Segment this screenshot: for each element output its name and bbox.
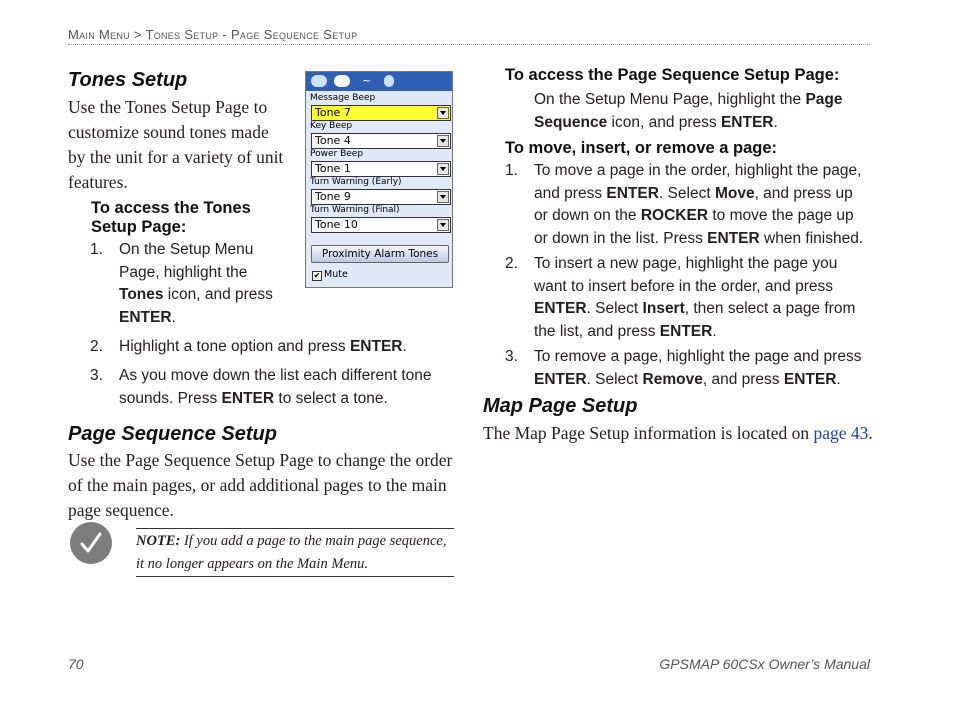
text-part: . Select (658, 184, 715, 202)
location-tab-icon (384, 75, 394, 87)
select-value: Tone 4 (315, 134, 351, 147)
turn-warning-early-label: Turn Warning (Early) (310, 177, 402, 187)
step-number: 2. (505, 255, 518, 272)
text-part: . Select (586, 370, 643, 388)
note-line: it no longer appears on the Main Menu. (136, 556, 368, 572)
device-tab-bar (306, 72, 452, 91)
text-part: . (712, 322, 717, 340)
enter-key: ENTER (119, 308, 172, 326)
tones-setup-screen (305, 71, 453, 288)
proximity-alarm-tones-button[interactable]: Proximity Alarm Tones (311, 245, 449, 263)
turn-warning-final-label: Turn Warning (Final) (310, 205, 400, 215)
tones-intro-line: Use the Tones Setup Page to (68, 97, 268, 117)
move-insert-remove-heading: To move, insert, or remove a page: (505, 139, 778, 157)
enter-key: ENTER (783, 370, 837, 388)
step-number: 3. (90, 367, 103, 384)
step-number: 1. (90, 241, 103, 258)
step-line: On the Setup Menu (119, 241, 254, 258)
step-text-part: . (402, 338, 407, 355)
step-line (534, 298, 855, 321)
power-beep-label: Power Beep (310, 149, 364, 159)
step-line (119, 388, 431, 411)
text-part: . (836, 370, 841, 388)
text-part: , then select a page from (684, 300, 856, 318)
step-text-part: to select a tone. (274, 389, 388, 407)
turn-warning-final-select[interactable] (311, 217, 451, 233)
note-label: NOTE: (136, 533, 181, 549)
enter-key: ENTER (720, 113, 774, 131)
power-beep-select[interactable] (311, 161, 451, 177)
select-value: Tone 7 (315, 106, 351, 119)
step-text (534, 346, 861, 391)
text-part: when finished. (759, 229, 864, 247)
step-line: To insert a new page, highlight the page you (534, 255, 838, 272)
note-line (136, 530, 446, 553)
text-part: , and press up (754, 184, 853, 202)
page-sequence-access-text (534, 89, 874, 134)
tones-access-heading (91, 199, 251, 237)
tones-term: Tones (119, 286, 164, 304)
text-part: . (868, 423, 873, 443)
step-line: want to insert before in the order, and press (534, 277, 833, 295)
note-text (136, 530, 446, 576)
move-term: Move (714, 184, 755, 202)
manual-title: GPSMAP 60CSx Owner’s Manual (659, 656, 870, 672)
step-line (534, 228, 863, 251)
step-line (534, 369, 861, 392)
step-text (534, 253, 855, 343)
select-value: Tone 1 (315, 162, 351, 175)
step-line (534, 183, 863, 206)
step-text-part: Highlight a tone option and press (119, 338, 350, 355)
step-line: As you move down the list each different tone (119, 367, 432, 384)
step-line (534, 321, 855, 344)
tones-intro-line: customize sound tones made (68, 122, 269, 142)
chevron-down-icon (437, 191, 449, 203)
intro-line: Use the Page Sequence Setup Page to change the order (68, 450, 453, 470)
note-text-part: If you add a page to the main page sequence, (180, 533, 447, 549)
checkmark-icon: ✔ (313, 271, 321, 280)
mute-checkbox[interactable] (312, 269, 348, 281)
breadcrumb: Main Menu > Tones Setup - Page Sequence Setup (68, 27, 358, 42)
page-43-link[interactable]: page 43 (813, 423, 869, 443)
tones-intro (68, 95, 298, 195)
mute-label: Mute (324, 269, 348, 280)
intro-line: page sequence. (68, 500, 174, 520)
enter-key: ENTER (534, 370, 587, 388)
enter-key: ENTER (659, 322, 713, 340)
step-line (119, 284, 273, 307)
insert-term: Insert (642, 300, 685, 318)
note-checkmark-icon (70, 522, 112, 564)
enter-key: ENTER (349, 338, 403, 355)
tones-tab-icon (334, 75, 350, 87)
step-line: To remove a page, highlight the page and press (534, 348, 862, 365)
chevron-down-icon (437, 219, 449, 231)
text-part: The Map Page Setup information is located on (483, 423, 814, 443)
message-beep-select[interactable] (311, 105, 451, 121)
page-sequence-access-heading: To access the Page Sequence Setup Page: (505, 66, 840, 84)
text-part: or down on the (534, 207, 641, 225)
step-text-part: . (171, 308, 176, 326)
map-page-setup-text (483, 421, 883, 446)
step-line (119, 307, 273, 330)
chevron-down-icon (437, 163, 449, 175)
text-part: or down in the list. Press (534, 229, 708, 247)
chevron-down-icon (437, 107, 449, 119)
map-page-setup-heading: Map Page Setup (483, 395, 638, 417)
text-part: the list, and press (534, 322, 660, 340)
setup-tab-icon (311, 75, 327, 87)
text-part: . Select (586, 300, 643, 318)
text-line (534, 89, 874, 112)
enter-key: ENTER (606, 184, 659, 202)
tones-intro-line: by the unit for a variety of unit (68, 147, 284, 167)
remove-term: Remove (642, 370, 703, 388)
header-divider (68, 44, 870, 45)
tones-intro-line: features. (68, 172, 128, 192)
step-text (534, 160, 863, 250)
step-text-part: sounds. Press (119, 389, 222, 407)
enter-key: ENTER (221, 389, 275, 407)
turn-warning-early-select[interactable] (311, 189, 451, 205)
text-part: to move the page up (708, 207, 854, 225)
sequence-term: Sequence (534, 113, 608, 131)
heading-line: Setup Page: (91, 218, 187, 236)
step-text (119, 239, 273, 329)
enter-key: ENTER (707, 229, 760, 247)
message-beep-label: Message Beep (310, 93, 376, 103)
sound-wave-icon: ~ (362, 74, 372, 87)
step-text (119, 365, 431, 410)
step-number: 3. (505, 348, 518, 365)
step-number: 2. (90, 338, 103, 355)
text-line (534, 112, 874, 135)
heading-line: To access the Tones (91, 199, 251, 217)
select-value: Tone 9 (315, 190, 351, 203)
key-beep-label: Key Beep (310, 121, 353, 131)
step-text (119, 336, 407, 359)
step-line: To move a page in the order, highlight the page, (534, 162, 862, 179)
step-line (534, 205, 863, 228)
enter-key: ENTER (534, 300, 587, 318)
key-beep-select[interactable] (311, 133, 451, 149)
step-number: 1. (505, 162, 518, 179)
page-sequence-heading: Page Sequence Setup (68, 423, 277, 445)
note-box (136, 528, 454, 577)
text-part: icon, and press (607, 113, 721, 131)
text-part: and press (534, 184, 607, 202)
text-part: , and press (702, 370, 784, 388)
select-value: Tone 10 (315, 218, 358, 231)
text-part: On the Setup Menu Page, highlight the (534, 91, 806, 108)
step-text-part: icon, and press (163, 286, 273, 304)
text-part: . (773, 113, 778, 131)
rocker-term: ROCKER (640, 207, 709, 225)
chevron-down-icon (437, 135, 449, 147)
intro-line: of the main pages, or add additional pages to the main (68, 475, 447, 495)
tones-setup-heading: Tones Setup (68, 69, 188, 91)
page-term: Page (805, 91, 843, 108)
page-number: 70 (68, 656, 84, 672)
step-line: Page, highlight the (119, 263, 248, 281)
page-sequence-intro (68, 448, 468, 523)
